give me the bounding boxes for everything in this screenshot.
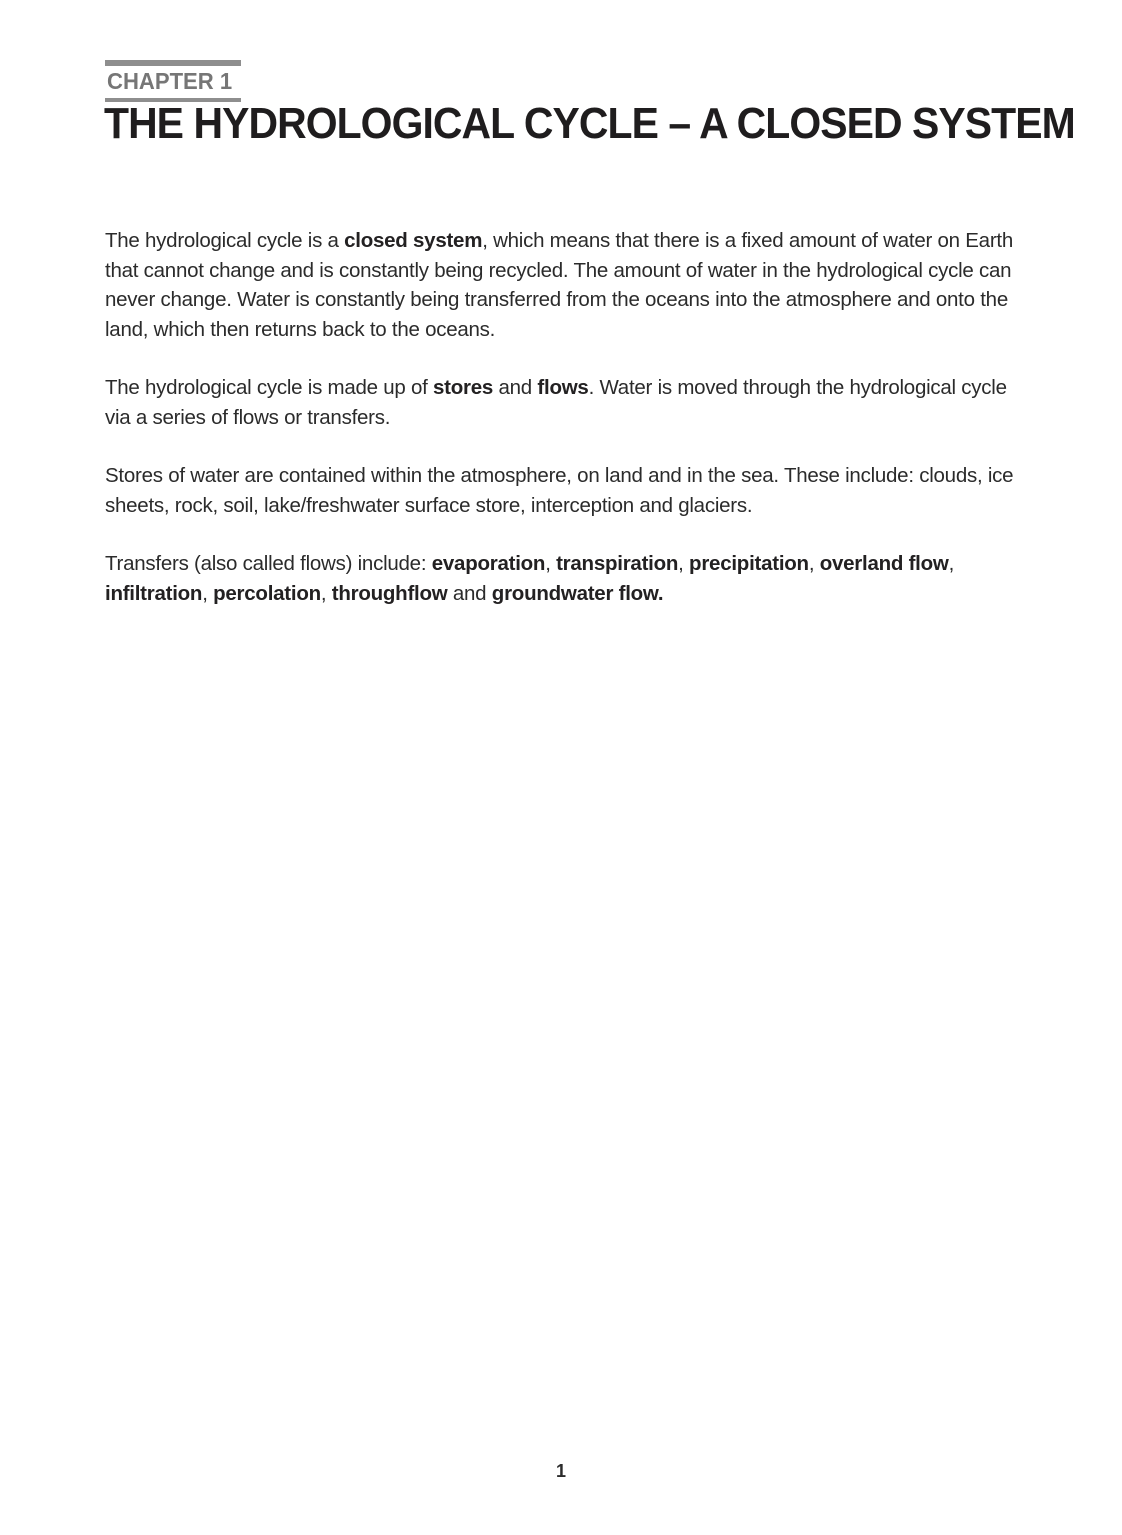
page-number: 1 xyxy=(555,1461,566,1481)
paragraph-stores-of-water: Stores of water are contained within the atmosphere, on land and in the sea. These include: clouds, ice sheets, rock, soil, lake/freshwater surface store, interception and glaciers. xyxy=(105,464,1014,517)
paragraph-stores-and-flows: The hydrological cycle is made up of stores and flows. Water is moved through the hydrological cycle via a series of flows or transfers. xyxy=(105,376,1007,429)
paragraph-closed-system: The hydrological cycle is a closed system, which means that there is a fixed amount of water on Earth that cannot change and is constantly being recycled. The amount of water in the hydrological cycle can never change. Water is constantly being transferred from the oceans into the atmosphere and onto the land, which then returns back to the oceans. xyxy=(105,229,1013,341)
body-copy xyxy=(105,226,1027,637)
chapter-label xyxy=(105,60,241,102)
chapter-label-text: CHAPTER 1 xyxy=(107,68,233,94)
paragraph-transfers: Transfers (also called flows) include: evaporation, transpiration, precipitation, overland flow, infiltration, percolation, throughflow and groundwater flow. xyxy=(105,552,955,605)
page-title: THE HYDROLOGICAL CYCLE – A CLOSED SYSTEM xyxy=(104,99,1075,148)
